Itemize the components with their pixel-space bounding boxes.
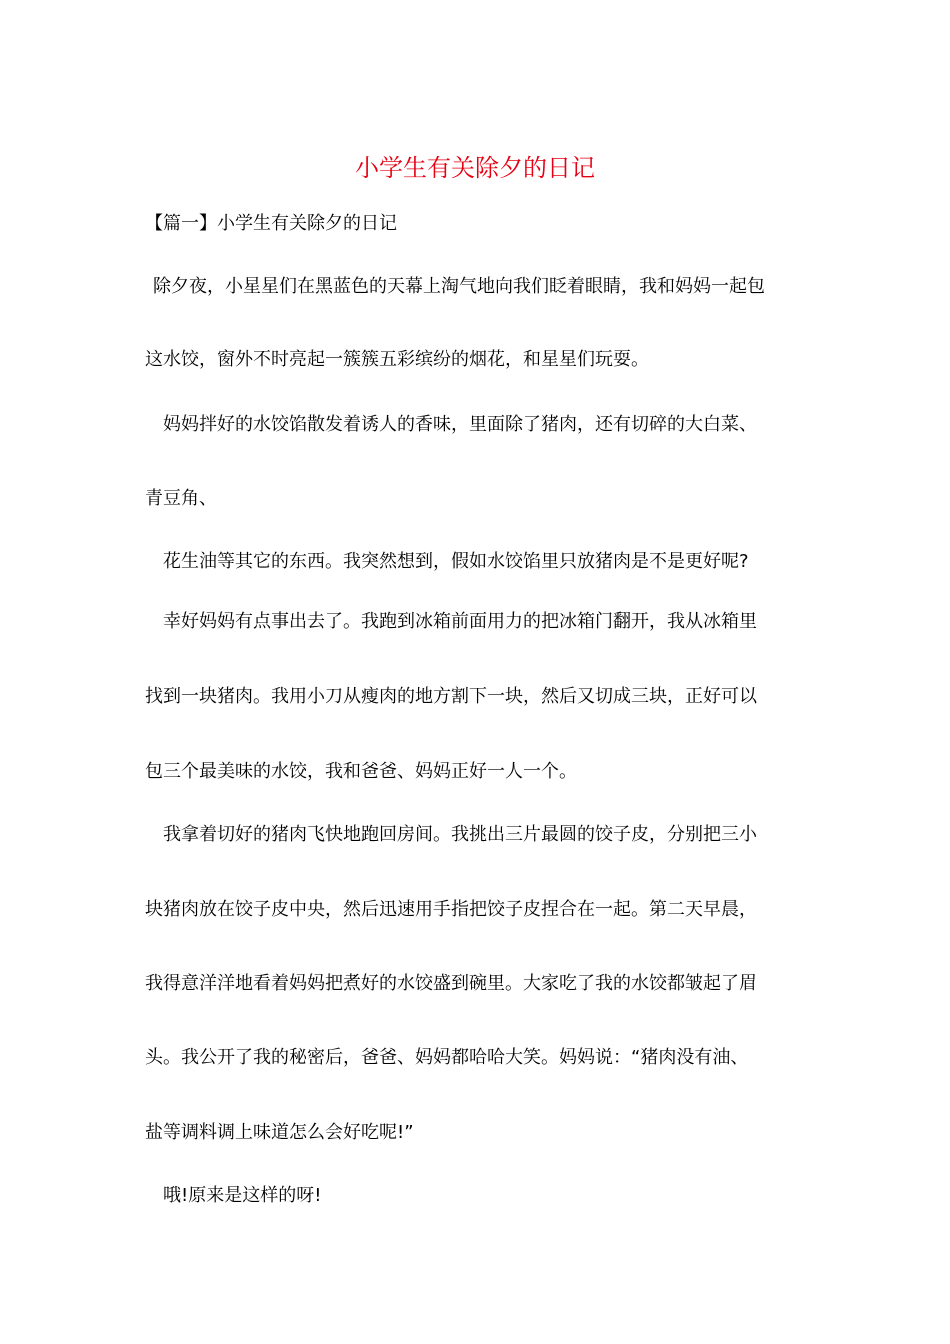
paragraph-line: 包三个最美味的水饺，我和爸爸、妈妈正好一人一个。 bbox=[145, 761, 577, 782]
paragraph-line: 妈妈拌好的水饺馅散发着诱人的香味，里面除了猪肉，还有切碎的大白菜、 bbox=[163, 414, 757, 435]
paragraph-line: 幸好妈妈有点事出去了。我跑到冰箱前面用力的把冰箱门翻开，我从冰箱里 bbox=[163, 611, 757, 632]
paragraph-line: 哦!原来是这样的呀! bbox=[163, 1185, 322, 1206]
paragraph-line: 除夕夜，小星星们在黑蓝色的天幕上淘气地向我们眨着眼睛，我和妈妈一起包 bbox=[153, 276, 765, 297]
section-heading: 【篇一】小学生有关除夕的日记 bbox=[145, 213, 397, 234]
document-title: 小学生有关除夕的日记 bbox=[355, 154, 595, 182]
paragraph-line: 找到一块猪肉。我用小刀从瘦肉的地方割下一块，然后又切成三块，正好可以 bbox=[145, 686, 757, 707]
paragraph-line: 头。我公开了我的秘密后，爸爸、妈妈都哈哈大笑。妈妈说：“猪肉没有油、 bbox=[145, 1047, 749, 1068]
paragraph-line: 块猪肉放在饺子皮中央，然后迅速用手指把饺子皮捏合在一起。第二天早晨， bbox=[145, 899, 757, 920]
paragraph-line: 青豆角、 bbox=[145, 488, 217, 509]
paragraph-line: 花生油等其它的东西。我突然想到，假如水饺馅里只放猪肉是不是更好呢? bbox=[163, 551, 749, 572]
paragraph-line: 这水饺，窗外不时亮起一簇簇五彩缤纷的烟花，和星星们玩耍。 bbox=[145, 349, 649, 370]
paragraph-line: 我得意洋洋地看着妈妈把煮好的水饺盛到碗里。大家吃了我的水饺都皱起了眉 bbox=[145, 973, 757, 994]
paragraph-line: 盐等调料调上味道怎么会好吃呢!” bbox=[145, 1122, 414, 1143]
paragraph-line: 我拿着切好的猪肉飞快地跑回房间。我挑出三片最圆的饺子皮，分别把三小 bbox=[163, 824, 757, 845]
